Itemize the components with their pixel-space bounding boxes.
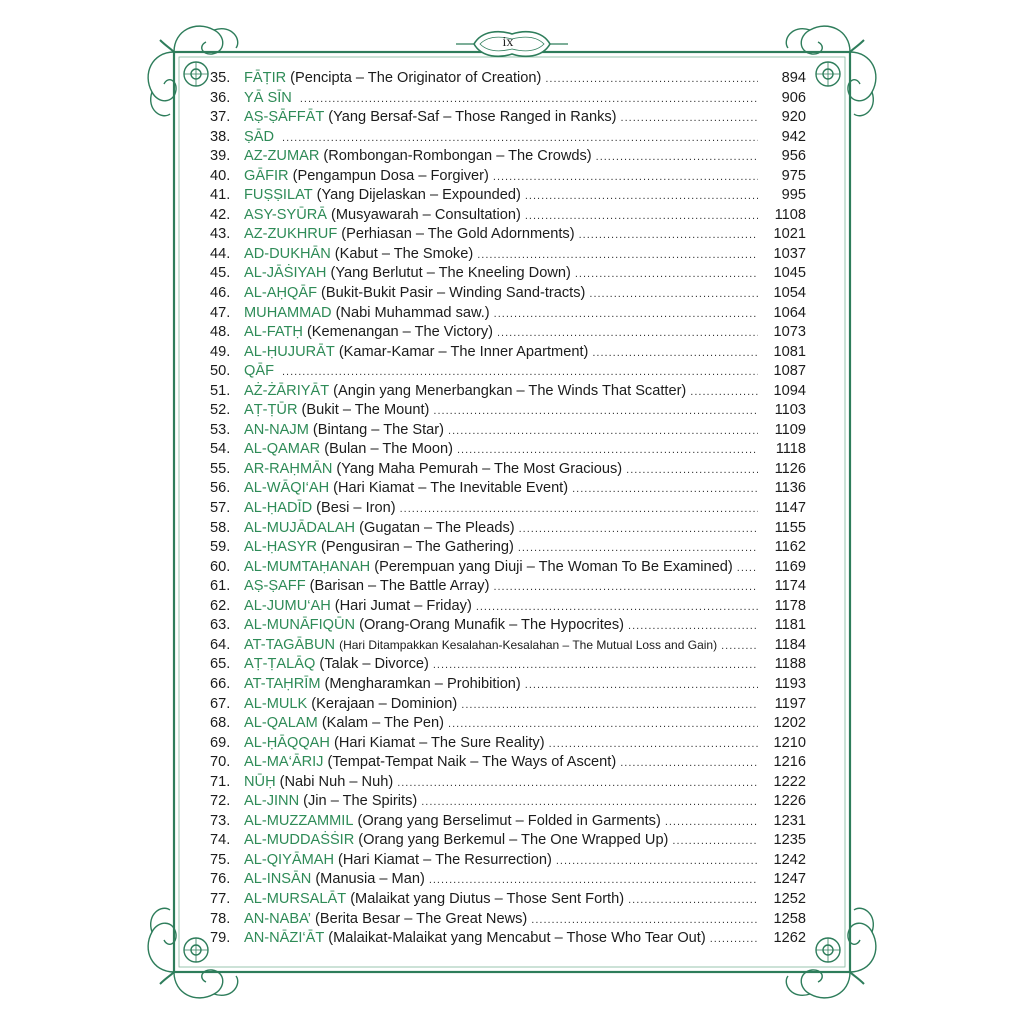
entry-number: 61. — [210, 578, 231, 595]
entry-number: 78. — [210, 910, 231, 927]
surah-description: (Angin yang Menerbangkan – The Winds That Scatter) — [333, 382, 687, 399]
entry-number: 35. — [210, 70, 231, 86]
page-reference: 1226 — [773, 793, 806, 810]
dot-leader — [572, 480, 758, 500]
page-reference: 1118 — [775, 441, 806, 458]
surah-name: AL-MA‘ĀRIJ — [244, 754, 324, 771]
entry-number: 72. — [210, 793, 231, 810]
toc-entry[interactable] — [210, 870, 806, 890]
entry-number: 63. — [210, 617, 231, 634]
page-reference: 1064 — [773, 304, 806, 321]
page-reference: 1202 — [773, 715, 806, 732]
page-reference: 1037 — [773, 245, 806, 262]
surah-description: (Jin – The Spirits) — [303, 793, 418, 810]
surah-description: (Kamar-Kamar – The Inner Apartment) — [338, 343, 589, 360]
surah-name: AN-NABA’ — [244, 910, 312, 927]
surah-description: (Musyawarah – Consultation) — [331, 206, 521, 223]
surah-description: (Hari Ditampakkan Kesalahan-Kesalahan – The Mutual Loss and Gain) — [339, 637, 718, 652]
surah-name: AT-TAḤRĪM — [244, 675, 321, 692]
page-reference: 1188 — [774, 656, 806, 673]
entry-number: 54. — [210, 441, 231, 458]
page-reference: 1081 — [773, 343, 806, 360]
dot-leader — [433, 402, 758, 422]
entry-number: 65. — [210, 656, 231, 673]
surah-description: (Berita Besar – The Great News) — [315, 910, 528, 927]
entry-number: 43. — [210, 226, 231, 243]
dot-leader — [556, 852, 758, 872]
dot-leader — [397, 774, 758, 794]
surah-description: (Pengusiran – The Gathering) — [321, 539, 514, 556]
dot-leader — [620, 754, 758, 774]
page-reference: 1210 — [773, 734, 806, 751]
dot-leader — [433, 656, 758, 676]
toc-entry[interactable] — [210, 636, 806, 656]
dot-leader — [665, 813, 758, 833]
surah-description: (Bintang – The Star) — [312, 421, 445, 438]
page-reference: 1222 — [773, 773, 806, 790]
toc-entry[interactable] — [210, 753, 806, 773]
entry-number: 70. — [210, 754, 231, 771]
entry-number: 67. — [210, 695, 231, 712]
toc-entry[interactable] — [210, 538, 806, 558]
entry-number: 53. — [210, 421, 231, 438]
surah-name: AL-JINN — [244, 793, 300, 810]
toc-entry[interactable] — [210, 792, 806, 812]
dot-leader — [721, 637, 758, 657]
surah-name: AL-JĀṠIYAH — [244, 265, 327, 282]
dot-leader — [710, 930, 758, 950]
dot-leader — [494, 305, 758, 325]
page-reference: 1258 — [773, 910, 806, 927]
page-reference: 1147 — [774, 500, 806, 517]
page-reference: 1109 — [774, 421, 806, 438]
entry-number: 59. — [210, 539, 231, 556]
surah-name: MUHAMMAD — [244, 304, 332, 321]
surah-name: AL-MUZZAMMIL — [244, 812, 354, 829]
page-reference: 1231 — [773, 812, 806, 829]
toc-entry[interactable] — [210, 225, 806, 245]
page-number-cartouche — [470, 28, 546, 58]
surah-description: (Rombongan-Rombongan – The Crowds) — [323, 148, 592, 165]
entry-number: 74. — [210, 832, 231, 849]
dot-leader — [477, 246, 758, 266]
entry-number: 55. — [210, 460, 231, 477]
page-reference: 1155 — [774, 519, 806, 536]
dot-leader — [429, 871, 758, 891]
surah-name: YĀ SĪN — [244, 89, 292, 106]
surah-description: (Besi – Iron) — [316, 500, 396, 517]
dot-leader — [549, 735, 758, 755]
toc-entry[interactable] — [210, 421, 806, 441]
entry-number: 39. — [210, 148, 231, 165]
dot-leader — [493, 168, 758, 188]
toc-entry[interactable] — [210, 304, 806, 324]
dot-leader — [519, 520, 758, 540]
entry-number: 57. — [210, 500, 231, 517]
dot-leader — [575, 265, 758, 285]
entry-number: 49. — [210, 343, 231, 360]
dot-leader — [621, 109, 758, 129]
surah-name: GĀFIR — [244, 167, 289, 184]
surah-description: (Tempat-Tempat Naik – The Ways of Ascent) — [327, 754, 617, 771]
toc-entry[interactable] — [210, 401, 806, 421]
surah-name: AZ-ZUMAR — [244, 148, 320, 165]
toc-entry[interactable] — [210, 206, 806, 226]
surah-name: AL-ḤUJURĀT — [244, 343, 335, 360]
surah-name: AT-TAGĀBUN — [244, 636, 336, 653]
toc-entry[interactable] — [210, 929, 806, 949]
page-reference: 1108 — [774, 206, 806, 223]
dot-leader — [518, 539, 758, 559]
page-reference: 1181 — [774, 617, 806, 634]
dot-leader — [545, 70, 758, 90]
surah-description: (Bukit-Bukit Pasir – Winding Sand-tracts) — [320, 285, 586, 302]
surah-name: AL-JUMU‘AH — [244, 597, 331, 614]
toc-entry[interactable] — [210, 264, 806, 284]
toc-entry[interactable] — [210, 108, 806, 128]
entry-number: 50. — [210, 363, 231, 380]
toc-entry[interactable] — [210, 69, 806, 89]
surah-description: (Kabut – The Smoke) — [334, 245, 474, 262]
surah-name: AṬ-ṬŪR — [244, 402, 298, 419]
surah-name: AR-RAḤMĀN — [244, 460, 333, 477]
surah-name: NŪḤ — [244, 773, 276, 790]
page-reference: 956 — [781, 148, 806, 165]
page-reference: 1216 — [773, 754, 806, 771]
toc-entry[interactable] — [210, 343, 806, 363]
page-reference: 1193 — [774, 675, 806, 692]
dot-leader — [448, 422, 758, 442]
surah-name: AL-MUDDAṠṠIR — [244, 832, 355, 849]
page-reference: 1136 — [774, 480, 806, 497]
surah-description: (Malaikat-Malaikat yang Mencabut – Those Who Tear Out) — [328, 930, 706, 947]
page-number: ix — [502, 35, 514, 50]
entry-number: 64. — [210, 636, 231, 653]
surah-name: AṢ-ṢĀFFĀT — [244, 109, 325, 126]
entry-number: 47. — [210, 304, 231, 321]
page-reference: 1073 — [773, 324, 806, 341]
toc-entry[interactable] — [210, 851, 806, 871]
toc-entry[interactable] — [210, 597, 806, 617]
surah-name: AL-ḤADĪD — [244, 500, 313, 517]
toc-entry[interactable] — [210, 167, 806, 187]
toc-entry[interactable] — [210, 499, 806, 519]
dot-leader — [400, 500, 758, 520]
surah-name: AL-MUMTAḤANAH — [244, 558, 371, 575]
toc-entry[interactable] — [210, 284, 806, 304]
surah-description: (Orang-Orang Munafik – The Hypocrites) — [359, 617, 625, 634]
surah-name: AṢ-ṢAFF — [244, 578, 306, 595]
surah-name: FĀṬIR — [244, 70, 287, 86]
entry-number: 44. — [210, 245, 231, 262]
surah-name: AN-NAJM — [244, 421, 309, 438]
surah-name: QĀF — [244, 363, 274, 380]
dot-leader — [282, 363, 758, 383]
page-reference: 1242 — [773, 851, 806, 868]
surah-description: (Kerajaan – Dominion) — [311, 695, 458, 712]
page-reference: 1162 — [774, 539, 806, 556]
toc-entry[interactable] — [210, 479, 806, 499]
entry-number: 62. — [210, 597, 231, 614]
entry-number: 38. — [210, 128, 231, 145]
surah-description: (Bukit – The Mount) — [301, 402, 430, 419]
dot-leader — [457, 441, 758, 461]
toc-entry[interactable] — [210, 460, 806, 480]
surah-description: (Malaikat yang Diutus – Those Sent Forth) — [350, 890, 625, 907]
dot-leader — [579, 226, 758, 246]
toc-entry[interactable] — [210, 519, 806, 539]
page-reference: 1021 — [773, 226, 806, 243]
page-reference: 1087 — [773, 363, 806, 380]
entry-number: 76. — [210, 871, 231, 888]
surah-name: AL-FATḤ — [244, 324, 303, 341]
surah-name: AL-ḤĀQQAH — [244, 734, 330, 751]
entry-number: 41. — [210, 187, 231, 204]
surah-description: (Nabi Nuh – Nuh) — [279, 773, 394, 790]
toc-entry[interactable] — [210, 147, 806, 167]
surah-name: AZ-ZUKHRUF — [244, 226, 338, 243]
surah-description: (Hari Kiamat – The Sure Reality) — [333, 734, 545, 751]
surah-description: (Hari Jumat – Friday) — [334, 597, 472, 614]
toc-entry[interactable] — [210, 890, 806, 910]
page-reference: 995 — [781, 187, 806, 204]
dot-leader — [628, 891, 758, 911]
page-reference: 1235 — [773, 832, 806, 849]
toc-entry[interactable] — [210, 558, 806, 578]
surah-description: (Pencipta – The Originator of Creation) — [290, 70, 542, 86]
toc-entry[interactable] — [210, 323, 806, 343]
page-reference: 1126 — [774, 460, 806, 477]
surah-name: AL-QIYĀMAH — [244, 851, 335, 868]
dot-leader — [690, 383, 758, 403]
dot-leader — [525, 187, 758, 207]
dot-leader — [672, 832, 758, 852]
toc-entry[interactable] — [210, 695, 806, 715]
dot-leader — [493, 578, 758, 598]
page-reference: 1184 — [774, 636, 806, 653]
entry-number: 51. — [210, 382, 231, 399]
dot-leader — [592, 344, 758, 364]
toc-entry[interactable] — [210, 831, 806, 851]
page-reference: 1103 — [774, 402, 806, 419]
toc-entry[interactable] — [210, 128, 806, 148]
toc-entry[interactable] — [210, 910, 806, 930]
page-reference: 1197 — [774, 695, 806, 712]
dot-leader — [737, 559, 758, 579]
dot-leader — [448, 715, 758, 735]
surah-name: AL-QALAM — [244, 715, 318, 732]
surah-description: (Orang yang Berkemul – The One Wrapped Up) — [358, 832, 669, 849]
table-of-contents — [210, 69, 806, 949]
toc-entry[interactable] — [210, 616, 806, 636]
entry-number: 52. — [210, 402, 231, 419]
dot-leader — [589, 285, 758, 305]
page-reference: 894 — [781, 70, 806, 86]
page-reference: 975 — [781, 167, 806, 184]
entry-number: 42. — [210, 206, 231, 223]
surah-description: (Yang Berlutut – The Kneeling Down) — [330, 265, 571, 282]
surah-description: (Manusia – Man) — [315, 871, 425, 888]
page-reference: 1094 — [773, 382, 806, 399]
surah-description: (Yang Dijelaskan – Expounded) — [316, 187, 521, 204]
surah-name: AL-QAMAR — [244, 441, 321, 458]
toc-entry[interactable] — [210, 382, 806, 402]
page-reference: 1169 — [774, 558, 806, 575]
toc-entry[interactable] — [210, 577, 806, 597]
entry-number: 46. — [210, 285, 231, 302]
surah-description: (Kalam – The Pen) — [321, 715, 445, 732]
dot-leader — [626, 461, 758, 481]
surah-description: (Hari Kiamat – The Resurrection) — [338, 851, 552, 868]
dot-leader — [596, 148, 758, 168]
surah-name: AL-ḤASYR — [244, 539, 317, 556]
surah-name: AL-AḤQĀF — [244, 285, 317, 302]
surah-name: AL-MUNĀFIQŪN — [244, 617, 356, 634]
toc-entry[interactable] — [210, 89, 806, 109]
dot-leader — [300, 90, 758, 110]
page-reference: 1045 — [773, 265, 806, 282]
page-reference: 1178 — [774, 597, 806, 614]
page-reference: 942 — [781, 128, 806, 145]
entry-number: 71. — [210, 773, 231, 790]
surah-name: AL-MUJĀDALAH — [244, 519, 356, 536]
entry-number: 60. — [210, 558, 231, 575]
surah-description: (Bulan – The Moon) — [324, 441, 453, 458]
entry-number: 56. — [210, 480, 231, 497]
toc-entry[interactable] — [210, 655, 806, 675]
page-reference: 1174 — [774, 578, 806, 595]
surah-name: ASY-SYŪRĀ — [244, 206, 328, 223]
surah-name: FUṢṢILAT — [244, 187, 313, 204]
surah-description: (Pengampun Dosa – Forgiver) — [292, 167, 489, 184]
toc-entry[interactable] — [210, 773, 806, 793]
page-reference: 1252 — [773, 890, 806, 907]
toc-entry[interactable] — [210, 675, 806, 695]
entry-number: 73. — [210, 812, 231, 829]
entry-number: 58. — [210, 519, 231, 536]
dot-leader — [628, 617, 758, 637]
page-reference: 1054 — [773, 285, 806, 302]
entry-number: 77. — [210, 890, 231, 907]
surah-description: (Perempuan yang Diuji – The Woman To Be Examined) — [374, 558, 733, 575]
dot-leader — [525, 207, 758, 227]
page-reference: 1247 — [773, 871, 806, 888]
toc-entry[interactable] — [210, 734, 806, 754]
dot-leader — [525, 676, 758, 696]
surah-name: AL-INSĀN — [244, 871, 312, 888]
toc-entry[interactable] — [210, 186, 806, 206]
entry-number: 75. — [210, 851, 231, 868]
toc-entry[interactable] — [210, 245, 806, 265]
page-reference: 906 — [781, 89, 806, 106]
surah-description: (Gugatan – The Pleads) — [359, 519, 515, 536]
surah-name: AL-MULK — [244, 695, 308, 712]
entry-number: 66. — [210, 675, 231, 692]
entry-number: 69. — [210, 734, 231, 751]
page-reference: 1262 — [773, 930, 806, 947]
surah-description: (Orang yang Berselimut – Folded in Garments) — [357, 812, 661, 829]
entry-number: 37. — [210, 109, 231, 126]
entry-number: 40. — [210, 167, 231, 184]
dot-leader — [282, 129, 758, 149]
surah-description: (Barisan – The Battle Array) — [309, 578, 490, 595]
toc-entry[interactable] — [210, 440, 806, 460]
dot-leader — [497, 324, 758, 344]
surah-description: (Kemenangan – The Victory) — [306, 324, 493, 341]
surah-name: AN-NĀZI‘ĀT — [244, 930, 325, 947]
surah-name: AŻ-ŻĀRIYĀT — [244, 382, 330, 399]
surah-description: (Nabi Muhammad saw.) — [335, 304, 490, 321]
surah-description: (Yang Maha Pemurah – The Most Gracious) — [336, 460, 623, 477]
page-reference: 920 — [781, 109, 806, 126]
dot-leader — [461, 696, 758, 716]
surah-name: AL-WĀQI‘AH — [244, 480, 330, 497]
toc-entry[interactable] — [210, 362, 806, 382]
entry-number: 79. — [210, 930, 231, 947]
surah-description: (Hari Kiamat – The Inevitable Event) — [333, 480, 569, 497]
surah-name: ṢĀD — [244, 128, 275, 145]
surah-description: (Perhiasan – The Gold Adornments) — [341, 226, 575, 243]
toc-entry[interactable] — [210, 714, 806, 734]
entry-number: 48. — [210, 324, 231, 341]
surah-name: AD-DUKHĀN — [244, 245, 331, 262]
entry-number: 68. — [210, 715, 231, 732]
entry-number: 45. — [210, 265, 231, 282]
surah-description: (Yang Bersaf-Saf – Those Ranged in Ranks) — [328, 109, 617, 126]
surah-name: AṬ-ṬALĀQ — [244, 656, 316, 673]
surah-name: AL-MURSALĀT — [244, 890, 347, 907]
toc-entry[interactable] — [210, 812, 806, 832]
surah-description: (Talak – Divorce) — [319, 656, 429, 673]
dot-leader — [531, 911, 758, 931]
dot-leader — [421, 793, 758, 813]
dot-leader — [476, 598, 758, 618]
entry-number: 36. — [210, 89, 231, 106]
surah-description: (Mengharamkan – Prohibition) — [324, 675, 521, 692]
